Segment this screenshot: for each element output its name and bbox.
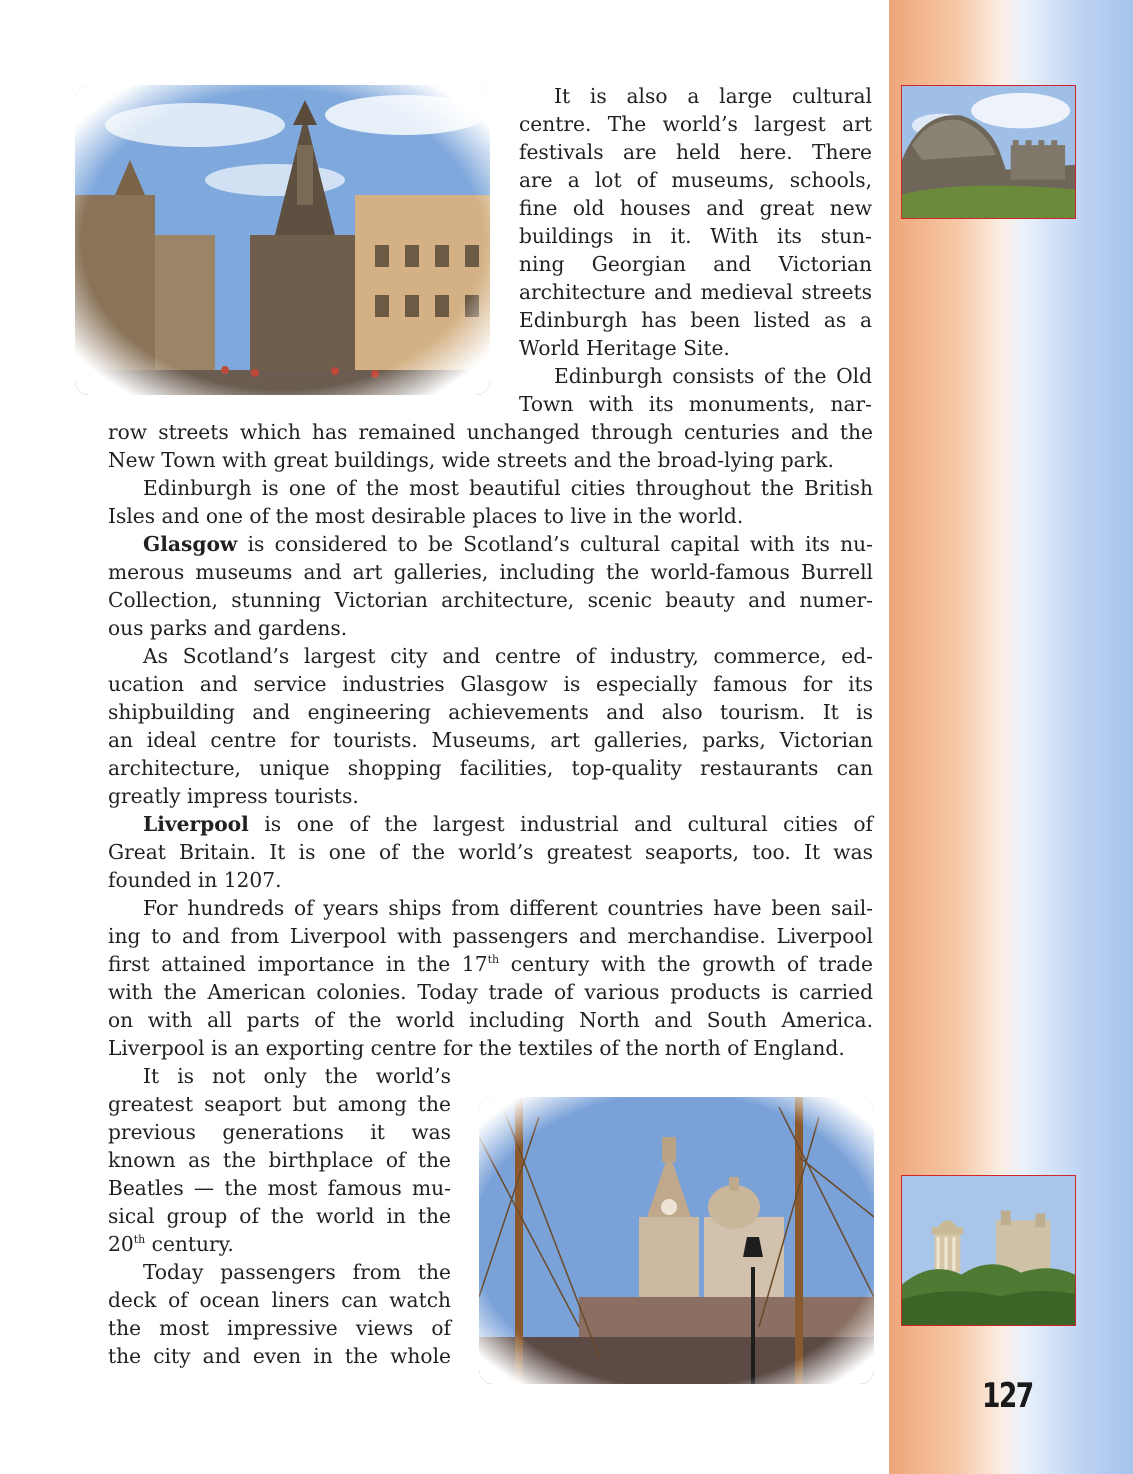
text-line: architecture and medieval streets xyxy=(519,280,872,304)
text-line: Isles and one of the most desirable places to live in the world. xyxy=(108,504,744,528)
text-line: It is also a large cultural xyxy=(554,84,872,108)
glasgow-paragraph-first-line xyxy=(108,530,873,558)
text-line: buildings in it. With its stun- xyxy=(519,224,872,248)
liverpool-paragraph-first-line xyxy=(108,810,873,838)
liverpool-heading: Liverpool xyxy=(143,812,249,836)
glasgow-heading: Glasgow xyxy=(143,532,238,556)
text-line: the most impressive views of xyxy=(108,1316,451,1340)
text-line: New Town with great buildings, wide streets and the broad-lying park. xyxy=(108,448,834,472)
text-line: Edinburgh has been listed as a xyxy=(519,308,872,332)
text-line: the city and even in the whole xyxy=(108,1344,451,1368)
text-fragment: century. xyxy=(145,1232,234,1256)
text-line: Today passengers from the xyxy=(143,1260,451,1284)
page-number: 127 xyxy=(982,1376,1033,1416)
text-line: centre. The world’s largest art xyxy=(519,112,872,136)
text-line: ning Georgian and Victorian xyxy=(519,252,872,276)
superscript: th xyxy=(133,1233,146,1246)
text-fragment: is considered to be Scotland’s cultural capital with its nu- xyxy=(237,532,873,556)
text-fragment: first attained importance in the 17 xyxy=(108,952,488,976)
text-column-right xyxy=(519,82,872,418)
text-line: For hundreds of years ships from different countries have been sail- xyxy=(143,896,873,920)
text-column-bottom-left xyxy=(108,1062,451,1370)
text-line-with-superscript xyxy=(108,950,873,978)
text-line: an ideal centre for tourists. Museums, art galleries, parks, Victorian xyxy=(108,728,873,752)
liverpool-photo xyxy=(479,1097,874,1384)
text-line: World Heritage Site. xyxy=(519,336,730,360)
text-line: Edinburgh consists of the Old xyxy=(554,364,872,388)
text-line: are a lot of museums, schools, xyxy=(519,168,872,192)
liverpool-waterfront-image xyxy=(479,1097,874,1384)
text-line: sical group of the world in the xyxy=(108,1204,451,1228)
text-line: on with all parts of the world including North and South America. xyxy=(108,1008,873,1032)
text-line: known as the birthplace of the xyxy=(108,1148,451,1172)
superscript: th xyxy=(487,953,500,966)
thumbnail-calton-hill xyxy=(901,1175,1076,1326)
text-line-with-superscript xyxy=(108,1230,451,1258)
text-line: ucation and service industries Glasgow is especially famous for its xyxy=(108,672,873,696)
text-line: row streets which has remained unchanged through centuries and the xyxy=(108,420,873,444)
text-fragment: 20 xyxy=(108,1232,134,1256)
edinburgh-photo xyxy=(75,85,490,395)
text-line: ous parks and gardens. xyxy=(108,616,348,640)
text-line: architecture, unique shopping facilities, top-quality restaurants can xyxy=(108,756,873,780)
text-line: founded in 1207. xyxy=(108,868,282,892)
monument-thumbnail-image xyxy=(902,1176,1075,1325)
text-line: deck of ocean liners can watch xyxy=(108,1288,451,1312)
text-line: Collection, stunning Victorian architecture, scenic beauty and numer- xyxy=(108,588,873,612)
text-line: ing to and from Liverpool with passengers and merchandise. Liverpool xyxy=(108,924,873,948)
edinburgh-cathedral-image xyxy=(75,85,490,395)
text-line: previous generations it was xyxy=(108,1120,451,1144)
thumbnail-edinburgh-castle xyxy=(901,85,1076,219)
text-line: fine old houses and great new xyxy=(519,196,872,220)
text-line: greatest seaport but among the xyxy=(108,1092,451,1116)
text-line: It is not only the world’s xyxy=(143,1064,451,1088)
text-column-full xyxy=(108,418,873,1062)
text-fragment: is one of the largest industrial and cultural cities of xyxy=(248,812,873,836)
text-line: As Scotland’s largest city and centre of industry, commerce, ed- xyxy=(143,644,873,668)
text-line: Great Britain. It is one of the world’s greatest seaports, too. It was xyxy=(108,840,873,864)
text-line: Town with its monuments, nar- xyxy=(519,392,872,416)
text-line: with the American colonies. Today trade of various products is carried xyxy=(108,980,873,1004)
text-line: Edinburgh is one of the most beautiful cities throughout the British xyxy=(143,476,873,500)
text-line: merous museums and art galleries, including the world-famous Burrell xyxy=(108,560,873,584)
text-line: shipbuilding and engineering achievements and also tourism. It is xyxy=(108,700,873,724)
text-fragment: century with the growth of trade xyxy=(499,952,873,976)
castle-rock-thumbnail-image xyxy=(902,86,1075,218)
text-line: Beatles — the most famous mu- xyxy=(108,1176,451,1200)
text-line: festivals are held here. There xyxy=(519,140,872,164)
text-line: greatly impress tourists. xyxy=(108,784,359,808)
text-line: Liverpool is an exporting centre for the textiles of the north of England. xyxy=(108,1036,845,1060)
